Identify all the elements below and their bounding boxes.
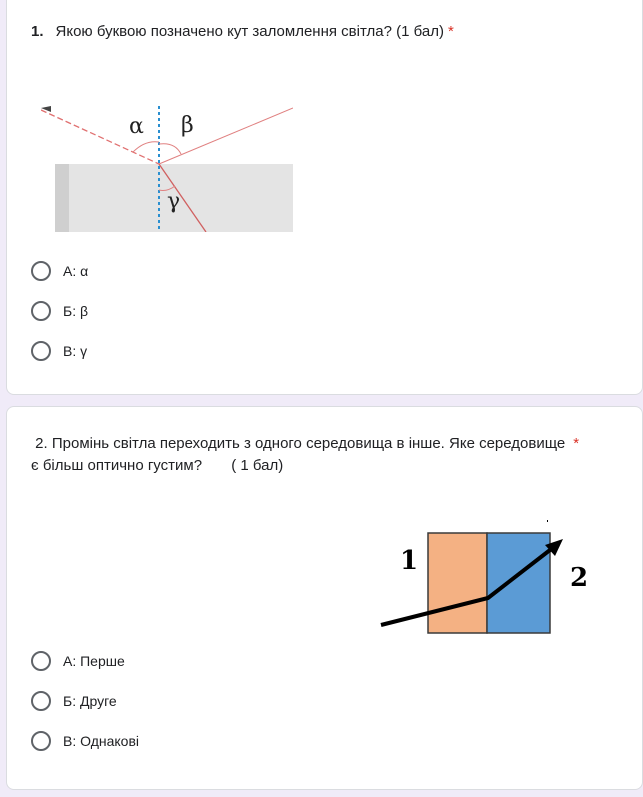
option-label: А: α xyxy=(63,263,89,279)
glass-edge xyxy=(55,164,69,232)
refraction-figure xyxy=(41,106,293,232)
option-label: Б: Друге xyxy=(63,693,117,709)
question-2-text-line2: є більш оптично густим? ( 1 бал) xyxy=(31,457,284,474)
gamma-label: γ xyxy=(167,189,181,214)
alpha-label: α xyxy=(129,114,144,139)
two-media-figure xyxy=(367,511,607,641)
question-card-1 xyxy=(6,0,643,395)
medium-2-label: 2 xyxy=(570,563,589,593)
question-1-title xyxy=(31,21,454,43)
question-1-text: Якою буквою позначено кут заломлення світла? (1 бал) xyxy=(55,23,444,40)
question-2-option-b[interactable] xyxy=(31,689,117,713)
question-1-option-a[interactable] xyxy=(31,259,88,283)
radio-button[interactable] xyxy=(31,301,51,321)
radio-button[interactable] xyxy=(31,731,51,751)
question-2-option-c[interactable] xyxy=(31,729,139,753)
question-1-option-c[interactable] xyxy=(31,339,87,363)
option-label: А: Перше xyxy=(63,653,125,669)
question-2-option-a[interactable] xyxy=(31,649,125,673)
radio-button[interactable] xyxy=(31,651,51,671)
radio-button[interactable] xyxy=(31,261,51,281)
option-label: В: γ xyxy=(63,343,88,359)
medium-1-block xyxy=(428,533,487,633)
medium-1-label: 1 xyxy=(400,546,419,576)
required-asterisk: * xyxy=(573,435,580,452)
radio-button[interactable] xyxy=(31,691,51,711)
question-2-text-line1: 2. Промінь світла переходить з одного середовища в інше. Яке середовище xyxy=(35,435,566,452)
radio-button[interactable] xyxy=(31,341,51,361)
question-2-title xyxy=(31,433,631,477)
question-1-number: 1. xyxy=(31,23,44,40)
medium-2-block xyxy=(487,533,550,633)
question-card-2 xyxy=(6,406,643,790)
option-label: Б: β xyxy=(63,303,89,319)
option-label: В: Однакові xyxy=(63,733,140,749)
beta-label: β xyxy=(181,113,194,138)
question-1-option-b[interactable] xyxy=(31,299,88,323)
required-asterisk: * xyxy=(447,23,454,40)
